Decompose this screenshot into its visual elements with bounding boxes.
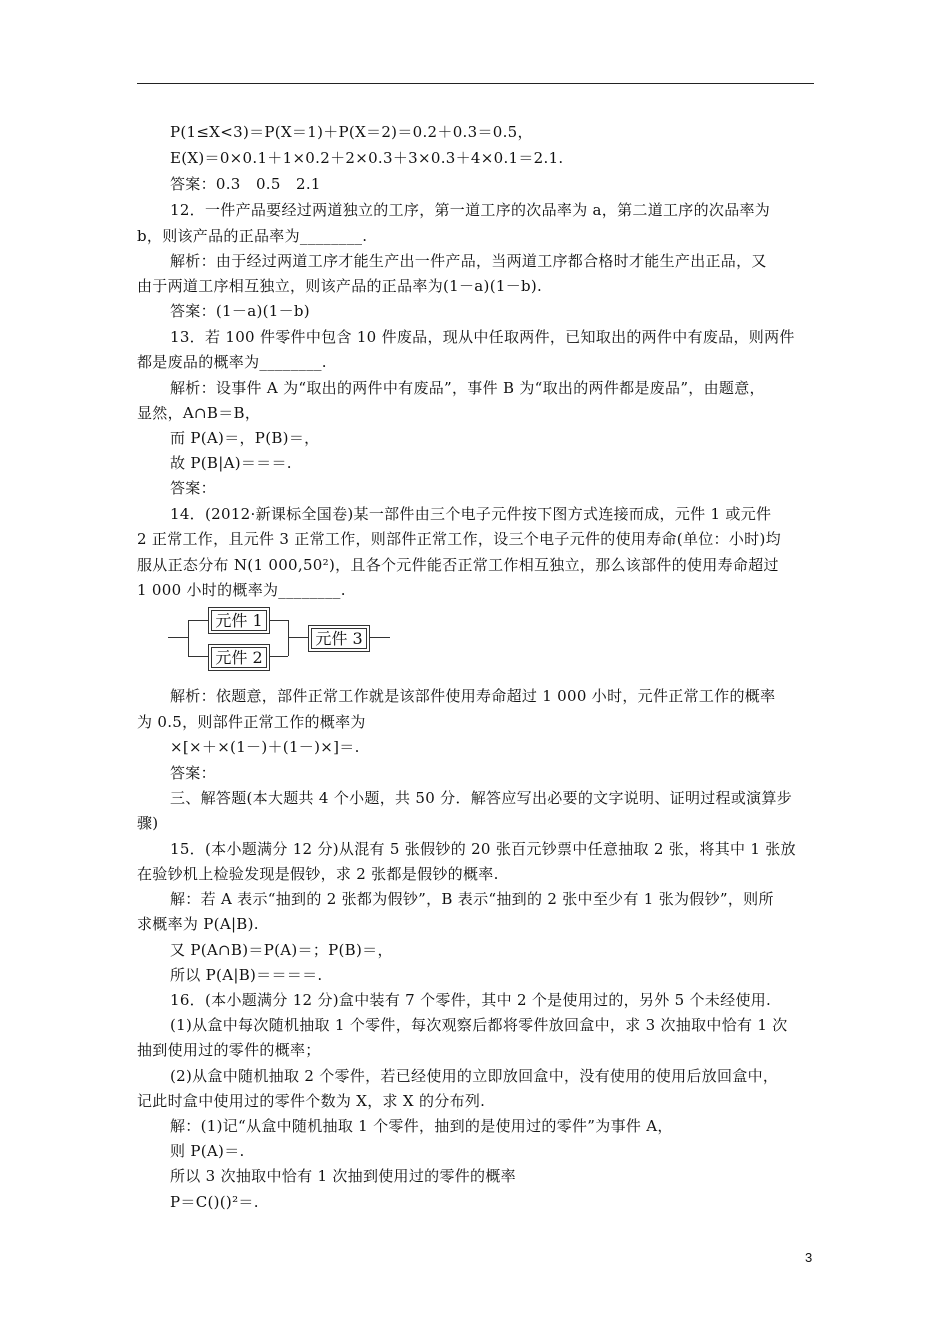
text-line: 服从正态分布 N(1 000,50²)，且各个元件能否正常工作相互独立，那么该部件的使用寿命超过 xyxy=(137,556,779,574)
component-3-label: 元件 3 xyxy=(315,629,363,648)
text-line: P＝C()()²＝. xyxy=(170,1193,259,1211)
component-2-label: 元件 2 xyxy=(215,648,263,667)
question-16: 16．(本小题满分 12 分)盒中装有 7 个零件，其中 2 个是使用过的，另外 5 个未经使用. xyxy=(170,991,772,1009)
question-12: 12．一件产品要经过两道独立的工序，第一道工序的次品率为 a，第二道工序的次品率为 xyxy=(170,201,771,219)
text-line: b，则该产品的正品率为________. xyxy=(137,227,368,245)
component-3-box xyxy=(308,625,370,652)
wire xyxy=(188,620,189,656)
text-line: 答案： xyxy=(170,479,216,497)
text-line: (2)从盒中随机抽取 2 个零件，若已经使用的立即放回盒中，没有使用的使用后放回盒中， xyxy=(170,1067,779,1085)
text-line: 在验钞机上检验发现是假钞，求 2 张都是假钞的概率. xyxy=(137,865,499,883)
text-line: 抽到使用过的零件的概率； xyxy=(137,1041,321,1059)
text-line: 记此时盒中使用过的零件个数为 X，求 X 的分布列. xyxy=(137,1092,486,1110)
text-line: 求概率为 P(A|B). xyxy=(137,915,259,933)
component-2-box xyxy=(208,644,270,671)
text-line: 所以 P(A|B)＝＝＝＝. xyxy=(170,966,323,984)
wire xyxy=(168,637,188,638)
text-line: 由于两道工序相互独立，则该产品的正品率为(1－a)(1－b). xyxy=(137,277,543,295)
question-14: 14．(2012·新课标全国卷)某一部件由三个电子元件按下图方式连接而成，元件 1 或元件 xyxy=(170,505,772,523)
text-line: 显然，A∩B＝B， xyxy=(137,404,261,422)
text-line: (1)从盒中每次随机抽取 1 个零件，每次观察后都将零件放回盒中，求 3 次抽取中恰有 1 次 xyxy=(170,1016,788,1034)
text-line: 答案： xyxy=(170,764,216,782)
component-1-box xyxy=(208,607,270,634)
text-line: 所以 3 次抽取中恰有 1 次抽到使用过的零件的概率 xyxy=(170,1167,516,1185)
question-13: 13．若 100 件零件中包含 10 件废品，现从中任取两件，已知取出的两件中有废品，则两件 xyxy=(170,328,795,346)
text-line: 解析：由于经过两道工序才能生产出一件产品，当两道工序都合格时才能生产出正品，又 xyxy=(170,252,767,270)
text-line: 解析：依题意，部件正常工作就是该部件使用寿命超过 1 000 小时，元件正常工作的概率 xyxy=(170,687,776,705)
text-line: E(X)＝0×0.1＋1×0.2＋2×0.3＋3×0.3＋4×0.1＝2.1. xyxy=(170,149,564,167)
circuit-diagram xyxy=(168,603,408,671)
text-line: 而 P(A)＝，P(B)＝， xyxy=(170,429,320,447)
text-line: 答案：(1－a)(1－b) xyxy=(170,302,310,320)
wire xyxy=(188,656,208,657)
wire xyxy=(288,620,289,656)
header-rule xyxy=(137,83,814,84)
text-line: 则 P(A)＝. xyxy=(170,1142,245,1160)
page-number: 3 xyxy=(805,1250,813,1265)
text-line: 答案：0.3 0.5 2.1 xyxy=(170,175,321,193)
wire xyxy=(188,620,208,621)
component-1-label: 元件 1 xyxy=(215,611,263,630)
wire xyxy=(270,620,288,621)
text-line: 骤) xyxy=(137,814,159,832)
text-line: ×[×＋×(1－)＋(1－)×]＝. xyxy=(170,738,360,756)
text-line: P(1≤X<3)＝P(X＝1)＋P(X＝2)＝0.2＋0.3＝0.5， xyxy=(170,123,533,141)
question-15: 15．(本小题满分 12 分)从混有 5 张假钞的 20 张百元钞票中任意抽取 2 张，将其中 1 张放 xyxy=(170,840,796,858)
section-heading: 三、解答题(本大题共 4 个小题，共 50 分．解答应写出必要的文字说明、证明过程或演算步 xyxy=(170,789,793,807)
wire xyxy=(288,637,308,638)
text-line: 又 P(A∩B)＝P(A)＝；P(B)＝， xyxy=(170,941,393,959)
text-line: 都是废品的概率为________. xyxy=(137,353,327,371)
wire xyxy=(270,656,288,657)
text-line: 2 正常工作，且元件 3 正常工作，则部件正常工作，设三个电子元件的使用寿命(单位：小时)均 xyxy=(137,530,781,548)
text-line: 故 P(B|A)＝＝＝. xyxy=(170,454,292,472)
text-line: 解：若 A 表示“抽到的 2 张都为假钞”，B 表示“抽到的 2 张中至少有 1 张为假钞”，则所 xyxy=(170,890,774,908)
text-line: 1 000 小时的概率为________. xyxy=(137,581,346,599)
wire xyxy=(370,637,390,638)
text-line: 为 0.5，则部件正常工作的概率为 xyxy=(137,713,366,731)
text-line: 解析：设事件 A 为“取出的两件中有废品”，事件 B 为“取出的两件都是废品”，由题意， xyxy=(170,379,765,397)
text-line: 解：(1)记“从盒中随机抽取 1 个零件，抽到的是使用过的零件”为事件 A， xyxy=(170,1117,673,1135)
